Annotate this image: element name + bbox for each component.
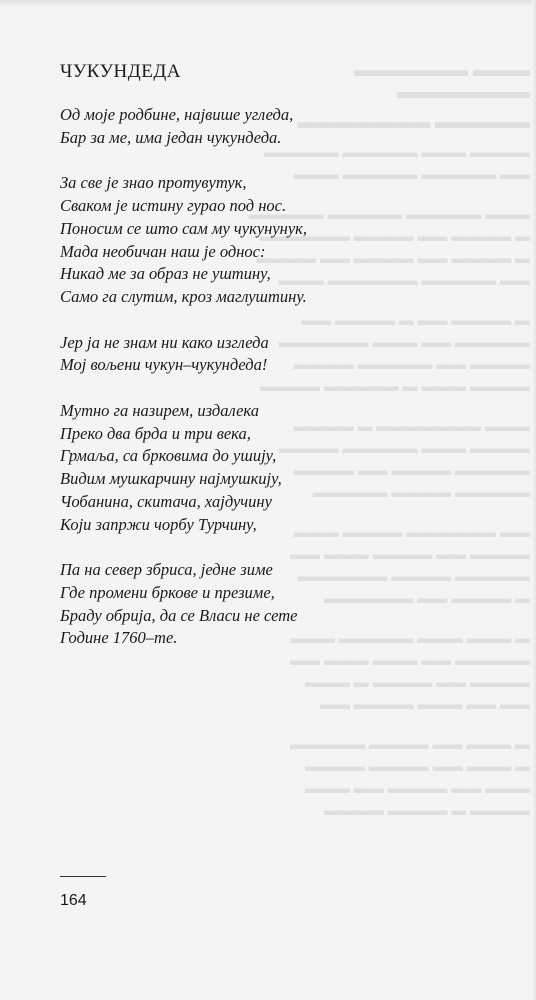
bleed-heading-shape: ▬▬▬ ▬▬▬▬▬▬ ▬▬▬▬▬▬▬ xyxy=(354,60,530,103)
stanza-5 xyxy=(60,559,500,650)
bleed-heading-shape: ▬▬▬▬▬ ▬▬▬▬▬▬▬ xyxy=(297,112,530,133)
verse-line: Грмаља, са брковима до ушију, xyxy=(60,446,277,466)
verse-line: Преко два брда и три века, xyxy=(60,423,251,443)
poem-title: ЧУКУНДЕДА xyxy=(60,61,182,82)
verse-line: Који запржи чорбу Турчину, xyxy=(60,514,257,534)
verse-line: Године 1760–те. xyxy=(60,628,178,648)
verse-line: Видим мушкарчину најмушкију, xyxy=(60,469,282,489)
verse-line: Само га слутим, кроз маглуштину. xyxy=(60,286,307,306)
verse-line: Поносим се што сам му чукунунук, xyxy=(60,218,308,238)
stanza-2 xyxy=(60,172,500,308)
verse-line: Браду обрија, да се Власи не сете xyxy=(60,605,298,625)
verse-line: Сваком је истину гурао под нос. xyxy=(60,196,287,216)
verse-line: Јер ја не знам ни како изгледа xyxy=(60,332,269,352)
verse-line: Бар за ме, има један чукундеда. xyxy=(60,127,282,147)
stanza-4 xyxy=(60,400,500,536)
stanza-1 xyxy=(60,104,500,149)
verse-line: Мутно га назирем, издалека xyxy=(60,401,259,421)
verse-line: Никад ме за образ не уштину, xyxy=(60,264,271,284)
bleed-through-texture: ▬▬▬ ▬▬▬▬▬▬ ▬▬▬▬▬▬▬ ▬▬▬▬▬ ▬▬▬▬▬▬▬ ▬▬▬▬ ▬▬▬ ▬▬▬▬▬ ▬▬▬▬▬ ▬▬ ▬▬▬▬▬ ▬▬▬▬▬ ▬▬▬ ▬▬▬ ▬▬▬▬▬ ▬▬▬▬▬ ▬▬▬▬▬ ▬ ▬▬▬▬ ▬▬ ▬▬▬▬ ▬▬▬▬▬▬ ▬ ▬▬▬▬ ▬▬ ▬▬▬▬ ▬▬ ▬▬▬▬ ▬▬ ▬▬▬▬▬ ▬▬▬▬▬▬ ▬▬▬ ▬ ▬▬▬▬ ▬▬ ▬ ▬▬▬▬ ▬▬ ▬▬▬▬▬ ▬▬ ▬▬▬ ▬▬▬▬▬▬ ▬▬▬▬ ▬▬ ▬▬▬▬▬ ▬▬▬▬ ▬▬▬▬ ▬▬▬ ▬ ▬▬▬▬▬ ▬▬▬▬ ▬▬▬ ▬▬▬▬▬▬▬ ▬ ▬▬▬▬ ▬▬▬▬ ▬▬▬ ▬▬▬▬▬ ▬▬▬▬ ▬▬▬▬▬ ▬▬▬▬ ▬▬ ▬▬▬▬ ▬▬▬▬▬ ▬▬▬▬ ▬▬▬▬▬ ▬▬ ▬▬▬▬▬▬ ▬▬▬▬ ▬▬▬ ▬▬▬▬ ▬▬ ▬▬▬▬ ▬▬▬ ▬▬ ▬▬▬▬▬ ▬▬▬▬ ▬▬▬▬▬▬ ▬ ▬▬▬▬ ▬▬ ▬▬▬▬▬▬ ▬ ▬▬▬ ▬▬▬ ▬▬▬▬▬ ▬▬▬ ▬▬▬▬▬ ▬▬ ▬▬▬ ▬▬▬ ▬▬ ▬▬▬▬ ▬▬ ▬▬▬▬ ▬ ▬▬▬ ▬▬ ▬▬ ▬▬▬ ▬▬▬▬ ▬▬ ▬ ▬▬▬ ▬▬ ▬▬▬▬ ▬▬▬▬▬ ▬ ▬▬▬ ▬▬ ▬▬▬▬ ▬▬▬▬ ▬▬▬ ▬▬ ▬▬▬▬ ▬▬ ▬▬▬ ▬▬▬▬ ▬ ▬▬▬▬ ▬▬▬▬ xyxy=(248,60,530,819)
verse-line: Мој вољени чукун–чукундеда! xyxy=(60,355,268,375)
page-edge-top xyxy=(0,0,536,6)
verse-line: Па на север збриса, једне зиме xyxy=(60,560,273,580)
verse-line: Где промени бркове и презиме, xyxy=(60,582,275,602)
verse-line: Чобанина, скитача, хајдучину xyxy=(60,491,272,511)
verse-line: За све је знао протувутук, xyxy=(60,173,247,193)
footer-rule xyxy=(60,876,106,877)
page-edge-right xyxy=(532,0,536,1000)
poem xyxy=(60,60,500,673)
verse-line: Од моје родбине, највише угледа, xyxy=(60,105,294,124)
stanza-3 xyxy=(60,332,500,377)
verse-line: Мада необичан наш је однос: xyxy=(60,241,266,261)
page-number: 164 xyxy=(60,892,87,909)
